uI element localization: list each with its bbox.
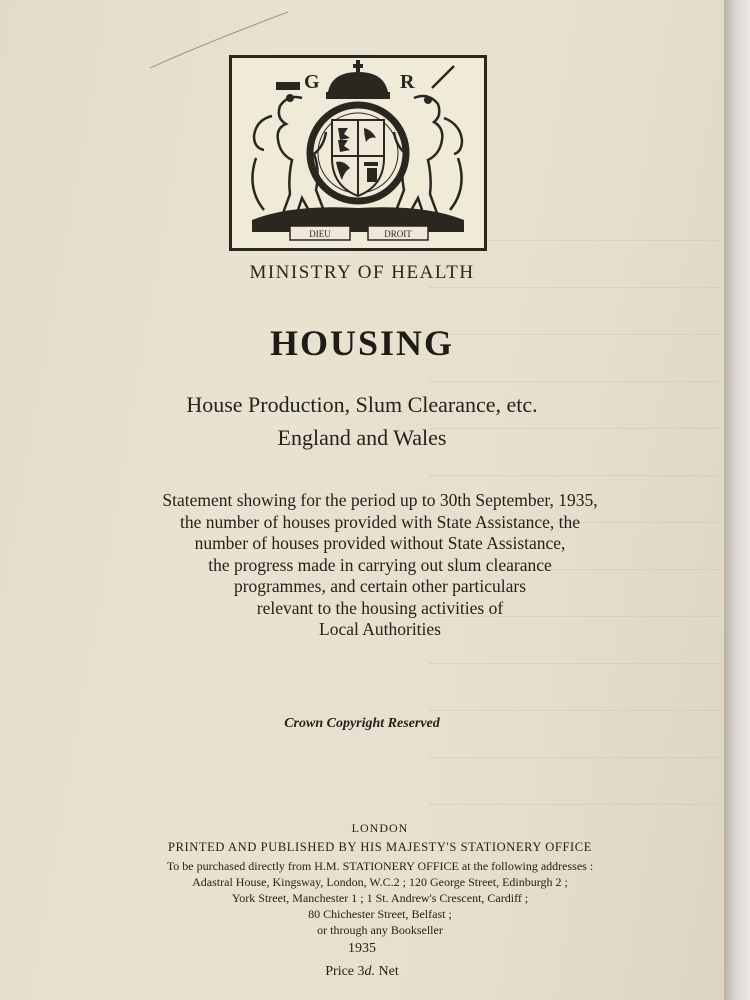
monogram-r: R — [400, 71, 415, 93]
coat-of-arms-icon — [232, 58, 484, 248]
imprint-purchase-line: Adastral House, Kingsway, London, W.C.2 ; 120 George Street, Edinburgh 2 ; — [192, 875, 568, 889]
motto-dieu: DIEU — [309, 229, 331, 239]
imprint-purchase-line: York Street, Manchester 1 ; 1 St. Andrew's Crescent, Cardiff ; — [231, 891, 529, 905]
subtitle-line-1: House Production, Slum Clearance, etc. — [186, 392, 538, 417]
imprint-purchase-line: To be purchased directly from H.M. STATIONERY OFFICE at the following addresses : — [166, 859, 594, 873]
statement-line: programmes, and certain other particulars — [233, 576, 527, 596]
page-title: HOUSING — [269, 323, 455, 363]
publisher-imprint — [100, 820, 660, 938]
monogram-g: G — [304, 71, 320, 93]
price-prefix: Price — [325, 964, 355, 979]
price-line — [0, 964, 724, 980]
statement-line: number of houses provided without State Assistance, — [194, 533, 566, 553]
price-unit: d. — [364, 964, 376, 979]
statement-line: Local Authorities — [319, 619, 441, 639]
next-page-edge — [724, 0, 750, 1000]
statement-line: the progress made in carrying out slum clearance — [208, 554, 552, 575]
ministry-heading: MINISTRY OF HEALTH — [249, 262, 475, 283]
imprint-printed-by: PRINTED AND PUBLISHED BY HIS MAJESTY'S STATIONERY OFFICE — [168, 840, 592, 854]
price-suffix: Net — [378, 964, 399, 979]
publication-year: 1935 — [348, 941, 376, 956]
subtitle-line-2: England and Wales — [277, 425, 447, 450]
statement-paragraph — [80, 490, 680, 641]
statement-line: the number of houses provided with State Assistance, the — [180, 511, 580, 532]
royal-coat-of-arms — [229, 55, 487, 251]
motto-droit: DROIT — [384, 229, 412, 239]
imprint-purchase-line: 80 Chichester Street, Belfast ; — [308, 907, 452, 921]
imprint-purchase-line: or through any Bookseller — [317, 923, 443, 937]
copyright-notice: Crown Copyright Reserved — [284, 716, 440, 731]
price-amount: 3 — [357, 964, 365, 979]
imprint-city: LONDON — [351, 821, 409, 835]
statement-line: relevant to the housing activities of — [256, 597, 504, 618]
statement-line: Statement showing for the period up to 30th September, 1935, — [162, 490, 598, 510]
